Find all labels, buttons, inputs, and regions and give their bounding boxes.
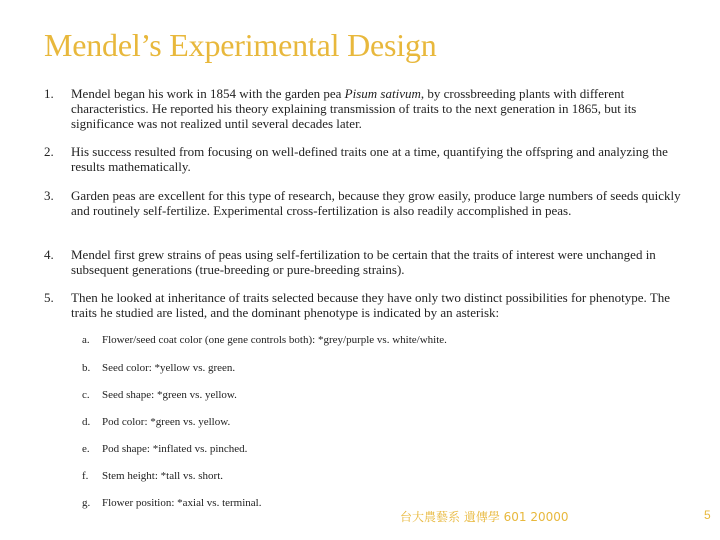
item-number: 1.: [44, 86, 54, 101]
trait-text: Seed color: *yellow vs. green.: [102, 362, 236, 374]
trait-text: Flower/seed coat color (one gene controls both): *grey/purple vs. white/white.: [102, 334, 447, 346]
species-name: Pisum sativum: [344, 86, 421, 101]
item-text: His success resulted from focusing on well-defined traits one at a time, quantifying the offspring and analyzing the results mathematically.: [71, 144, 668, 174]
trait-letter: b.: [82, 362, 91, 374]
trait-letter: f.: [82, 470, 89, 482]
item-text: Garden peas are excellent for this type of research, because they grow easily, produce large numbers of seeds quickly and routinely self-fertilize. Experimental cross-fertilization is also readily accomplished in peas.: [71, 188, 681, 218]
item-number: 3.: [44, 188, 54, 203]
item-number: 4.: [44, 247, 54, 262]
trait-letter: d.: [82, 416, 91, 428]
item-text: Mendel began his work in 1854 with the garden pea Pisum sativum, by crossbreeding plants with different characteristics. He reported his theory explaining transmission of traits to the next generation in 1865, but its significance was not realized until several decades later.: [71, 86, 637, 131]
trait-letter: c.: [82, 389, 90, 401]
trait-text: Seed shape: *green vs. yellow.: [102, 389, 237, 401]
footer-text: 台大農藝系 遺傳學 601 20000: [400, 510, 569, 524]
item-number: 2.: [44, 144, 54, 159]
item-text: Mendel first grew strains of peas using self-fertilization to be certain that the traits of interest were unchanged in subsequent generations (true-breeding or pure-breeding strains).: [71, 247, 656, 277]
page-number: 5: [704, 508, 711, 522]
slide-title: Mendel’s Experimental Design: [44, 27, 437, 63]
trait-letter: a.: [82, 334, 90, 346]
trait-text: Stem height: *tall vs. short.: [102, 470, 223, 482]
trait-letter: e.: [82, 443, 90, 455]
item-text: Then he looked at inheritance of traits selected because they have only two distinct possibilities for phenotype. The traits he studied are listed, and the dominant phenotype is indicated by an asterisk:: [71, 290, 671, 320]
item-number: 5.: [44, 290, 54, 305]
trait-letter: g.: [82, 497, 91, 509]
trait-text: Pod color: *green vs. yellow.: [102, 416, 231, 428]
trait-text: Flower position: *axial vs. terminal.: [102, 497, 262, 509]
trait-text: Pod shape: *inflated vs. pinched.: [102, 443, 248, 455]
